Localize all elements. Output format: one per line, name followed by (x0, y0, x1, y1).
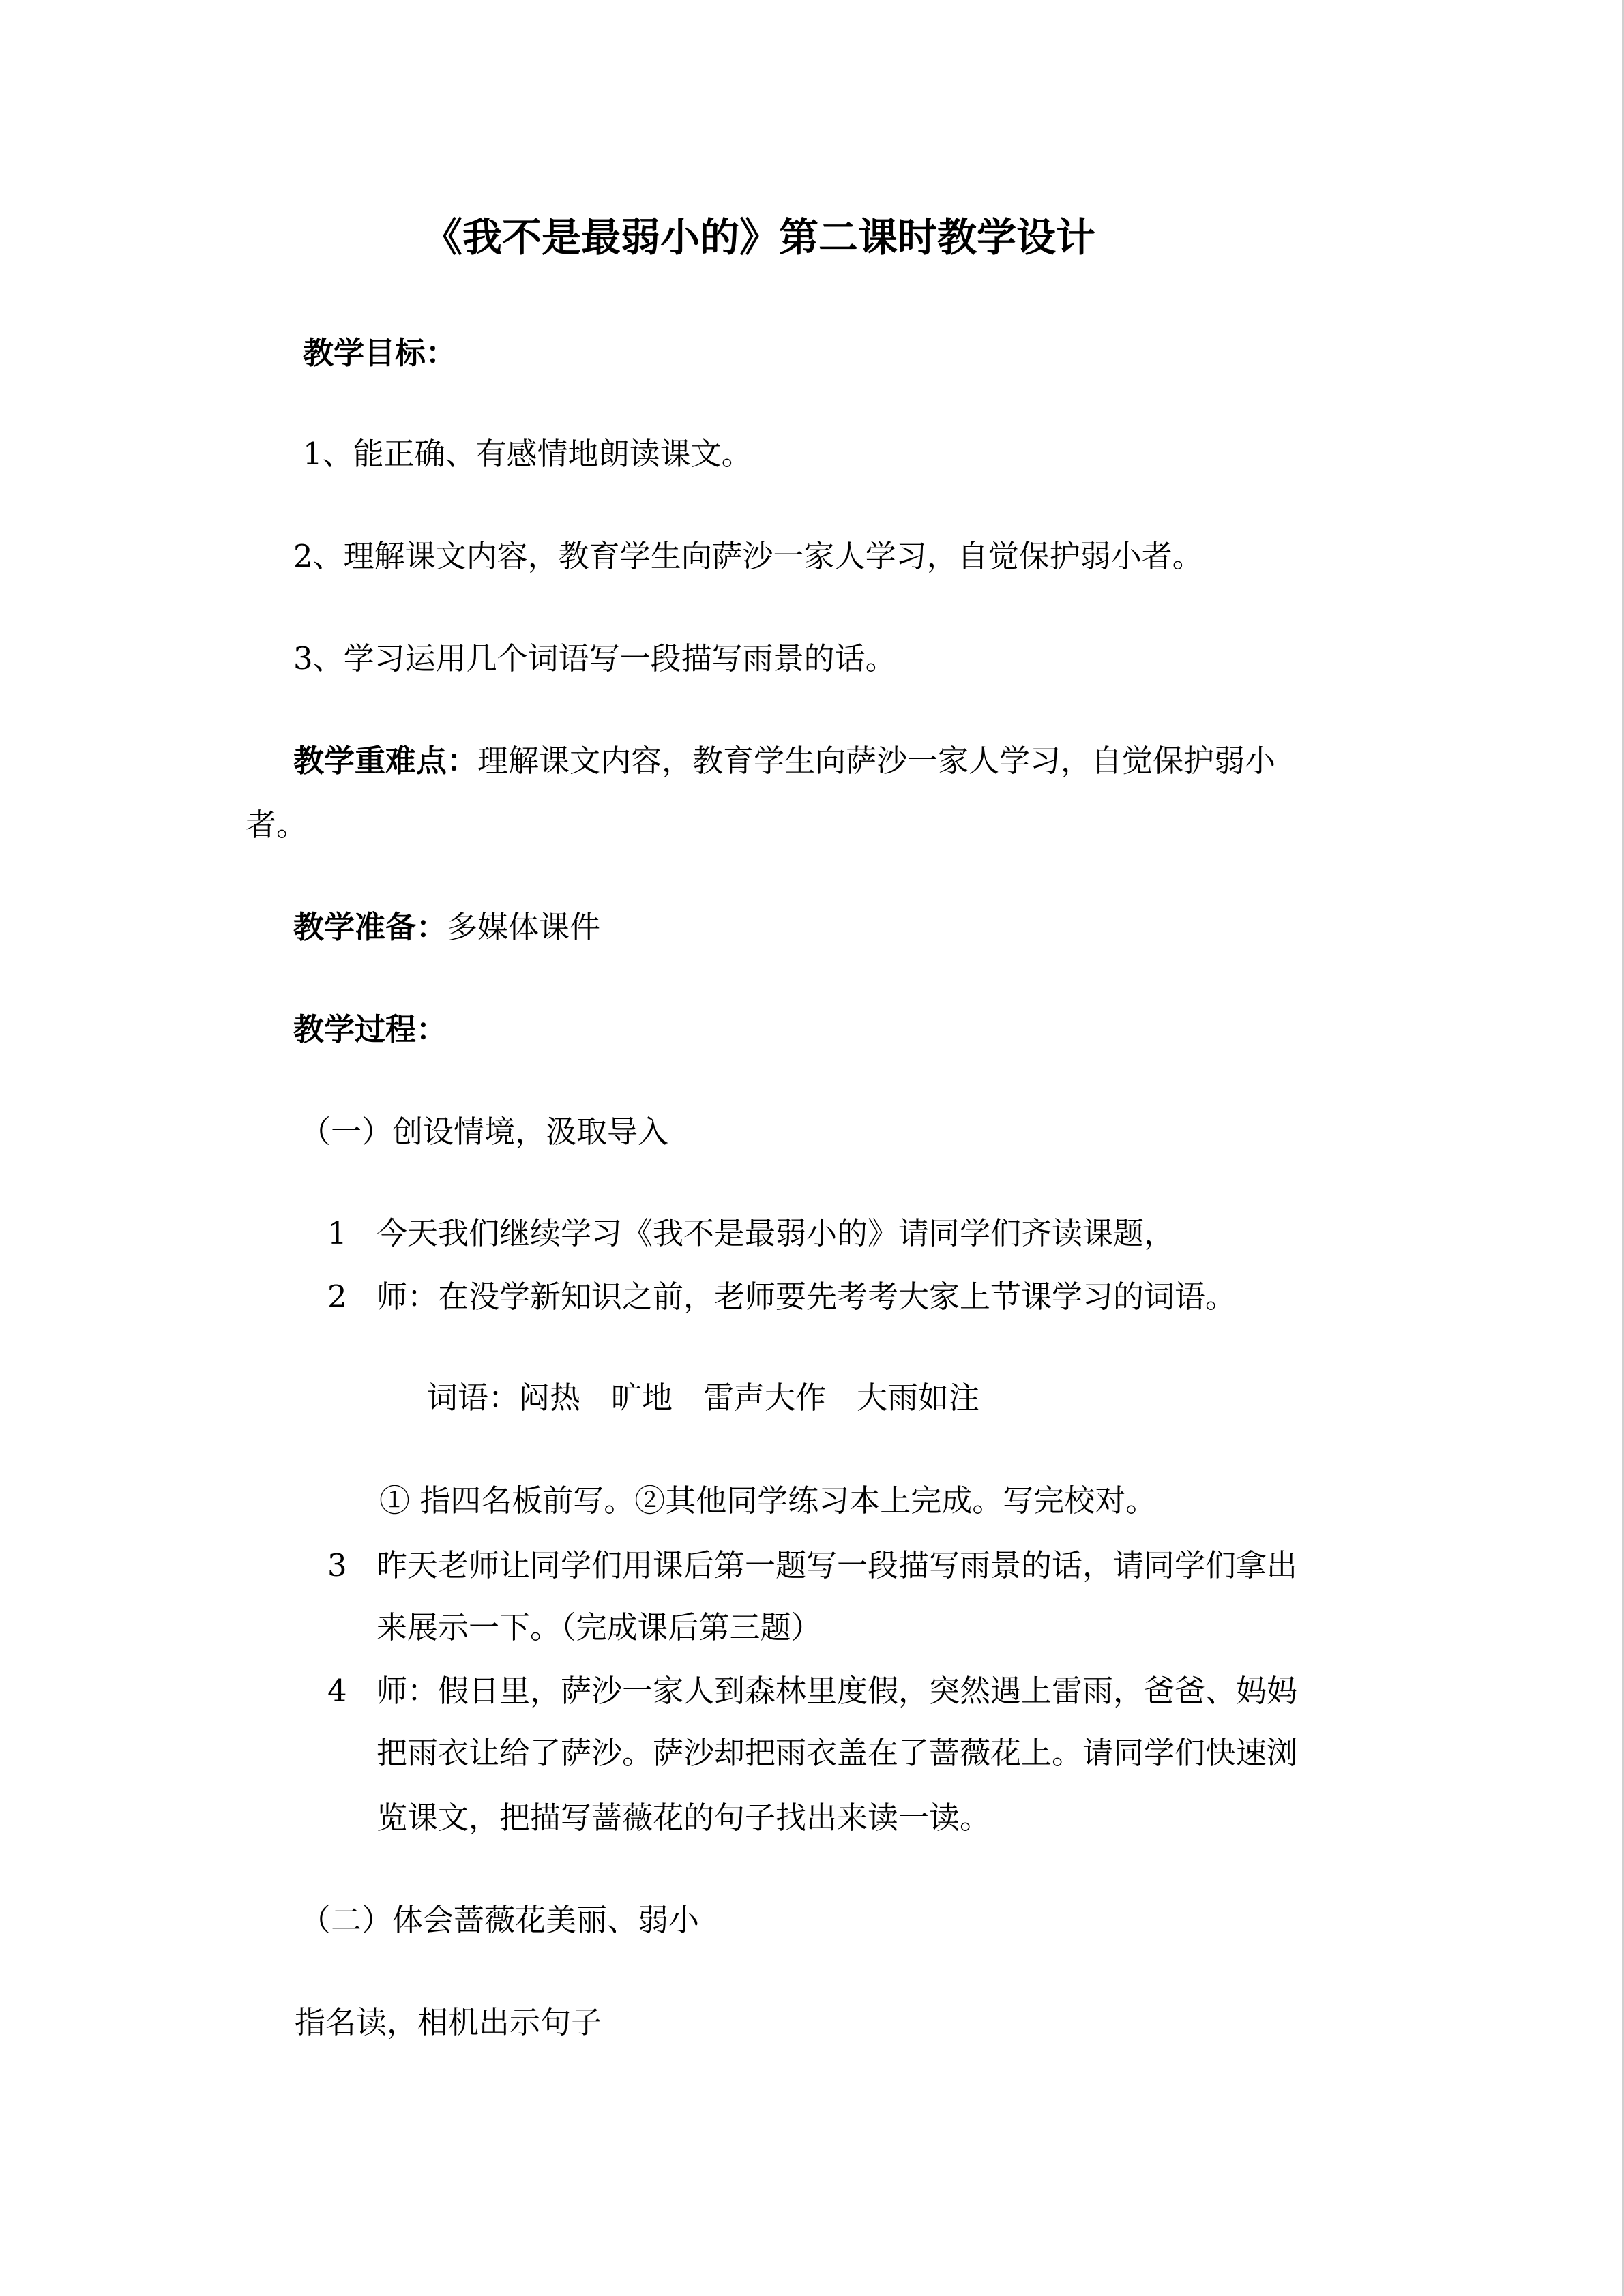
objectives-heading: 教学目标： (303, 335, 457, 371)
key-points-continuation: 者。 (246, 807, 308, 843)
list-item-text: 览课文，把描写蔷薇花的句子找出来读一读。 (377, 1800, 991, 1836)
section1-heading: （一）创设情境，汲取导入 (300, 1114, 669, 1150)
list-item-text: 来展示一下。（完成课后第三题） (377, 1609, 822, 1645)
section2-text: 指名读，相机出示句子 (295, 2004, 602, 2040)
list-item-text: 今天我们继续学习《我不是最弱小的》请同学们齐读课题， (377, 1215, 1175, 1251)
list-item-number: 2 (327, 1279, 347, 1315)
list-item-text: 昨天老师让同学们用课后第一题写一段描写雨景的话，请同学们拿出 (377, 1547, 1298, 1583)
section2-heading: （二）体会蔷薇花美丽、弱小 (300, 1902, 700, 1938)
preparation-label: 教学准备： (293, 909, 447, 945)
list-item-number: 1 (327, 1215, 347, 1251)
list-item-text: 师：假日里，萨沙一家人到森林里度假，突然遇上雷雨，爸爸、妈妈 (377, 1673, 1298, 1709)
list-item-text: 师：在没学新知识之前，老师要先考考大家上节课学习的词语。 (377, 1279, 1237, 1315)
preparation-line (293, 907, 600, 948)
list-item-number: 3 (327, 1547, 347, 1583)
process-heading: 教学过程： (293, 1011, 447, 1047)
objective-item-2: 2、理解课文内容，教育学生向萨沙一家人学习，自觉保护弱小者。 (293, 538, 1203, 574)
list-item-number: 4 (327, 1673, 347, 1709)
key-points-label: 教学重难点： (293, 743, 478, 779)
key-points-line (293, 741, 1275, 781)
document-title: 《我不是最弱小的》第二课时教学设计 (423, 214, 1096, 260)
objective-item-3: 3、学习运用几个词语写一段描写雨景的话。 (293, 640, 896, 676)
list-item-text: 把雨衣让给了萨沙。萨沙却把雨衣盖在了蔷薇花上。请同学们快速浏 (377, 1735, 1298, 1771)
vocabulary-line: 词语：闷热 旷地 雷声大作 大雨如注 (427, 1380, 980, 1416)
preparation-text: 多媒体课件 (447, 909, 601, 945)
key-points-text: 理解课文内容，教育学生向萨沙一家人学习，自觉保护弱小 (477, 743, 1276, 779)
board-writing-line: ① 指四名板前写。②其他同学练习本上完成。写完校对。 (379, 1482, 1157, 1519)
objective-item-1: 1、能正确、有感情地朗读课文。 (303, 436, 752, 472)
